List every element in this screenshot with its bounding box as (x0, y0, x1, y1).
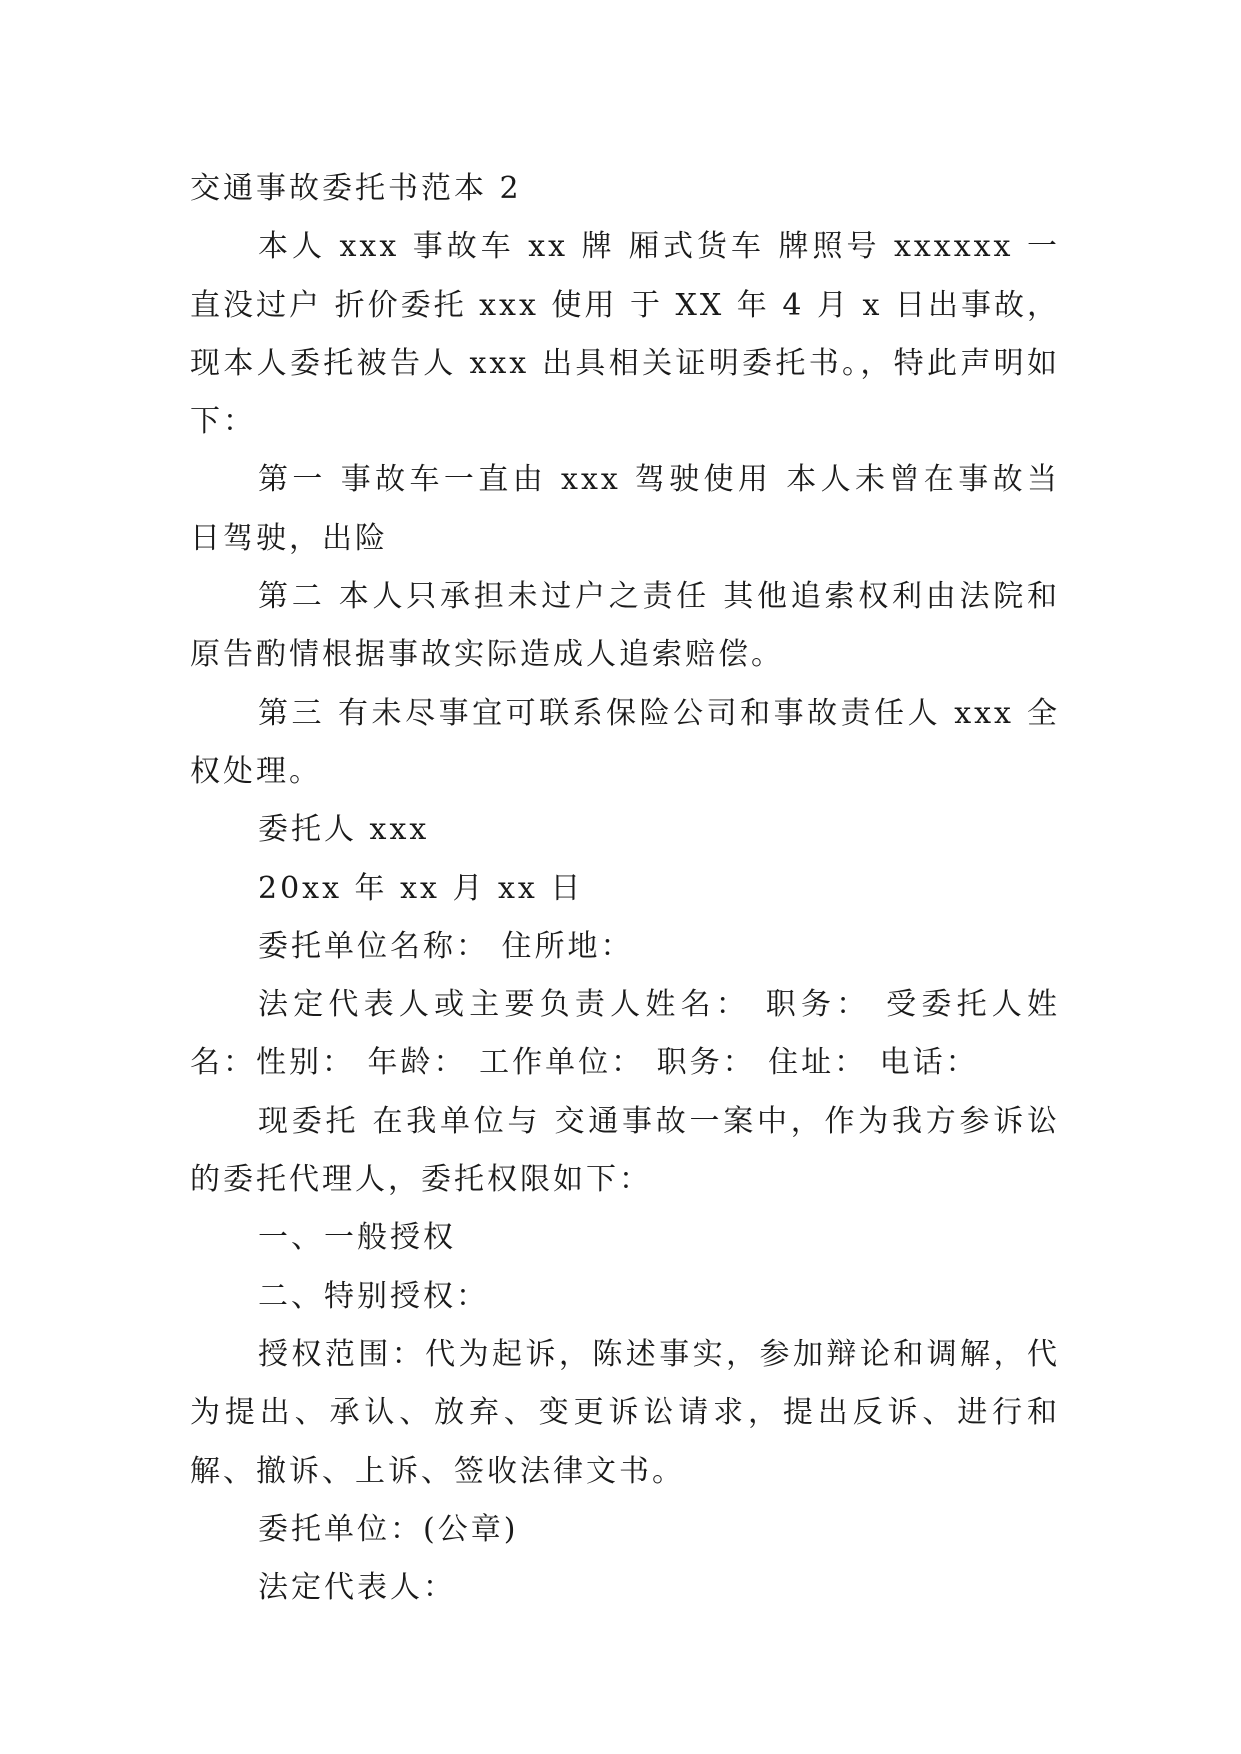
authorization-scope: 授权范围：代为起诉，陈述事实，参加辩论和调解，代为提出、承认、放弃、变更诉讼请求，提出反诉、进行和解、撤诉、上诉、签收法律文书。 (190, 1336, 1060, 1489)
paragraph-clause-1: 第一 事故车一直由 xxx 驾驶使用 本人未曾在事故当日驾驶，出险 (190, 462, 1060, 556)
paragraph-statement: 本人 xxx 事故车 xx 牌 厢式货车 牌照号 xxxxxx 一直没过户 折价委托 xxx 使用 于 XX 年 4 月 x 日出事故，现本人委托被告人 xxx 出具相关证明委托书。，特此声明如下： (190, 229, 1060, 440)
representative-line: 法定代表人或主要负责人姓名： 职务： 受委托人姓名：性别： 年龄： 工作单位： 职务： 住址： 电话： (190, 987, 1060, 1081)
special-authorization: 二、特别授权： (258, 1278, 489, 1314)
legal-representative: 法定代表人： (258, 1570, 456, 1606)
paragraph-clause-3: 第三 有未尽事宜可联系保险公司和事故责任人 xxx 全权处理。 (190, 695, 1060, 789)
principal-line: 委托人 xxx (258, 812, 430, 848)
date-line: 20xx 年 xx 月 xx 日 (258, 870, 584, 906)
entrusting-unit-seal: 委托单位：(公章) (258, 1511, 519, 1547)
unit-name-line: 委托单位名称： 住所地： (258, 928, 634, 964)
entrust-paragraph: 现委托 在我单位与 交通事故一案中，作为我方参诉讼的委托代理人，委托权限如下： (190, 1103, 1060, 1198)
document-page (190, 160, 1060, 1617)
general-authorization: 一、一般授权 (258, 1220, 456, 1256)
paragraph-clause-2: 第二 本人只承担未过户之责任 其他追索权利由法院和原告酌情根据事故实际造成人追索赔偿。 (190, 579, 1060, 673)
document-title: 交通事故委托书范本 2 (190, 171, 522, 206)
